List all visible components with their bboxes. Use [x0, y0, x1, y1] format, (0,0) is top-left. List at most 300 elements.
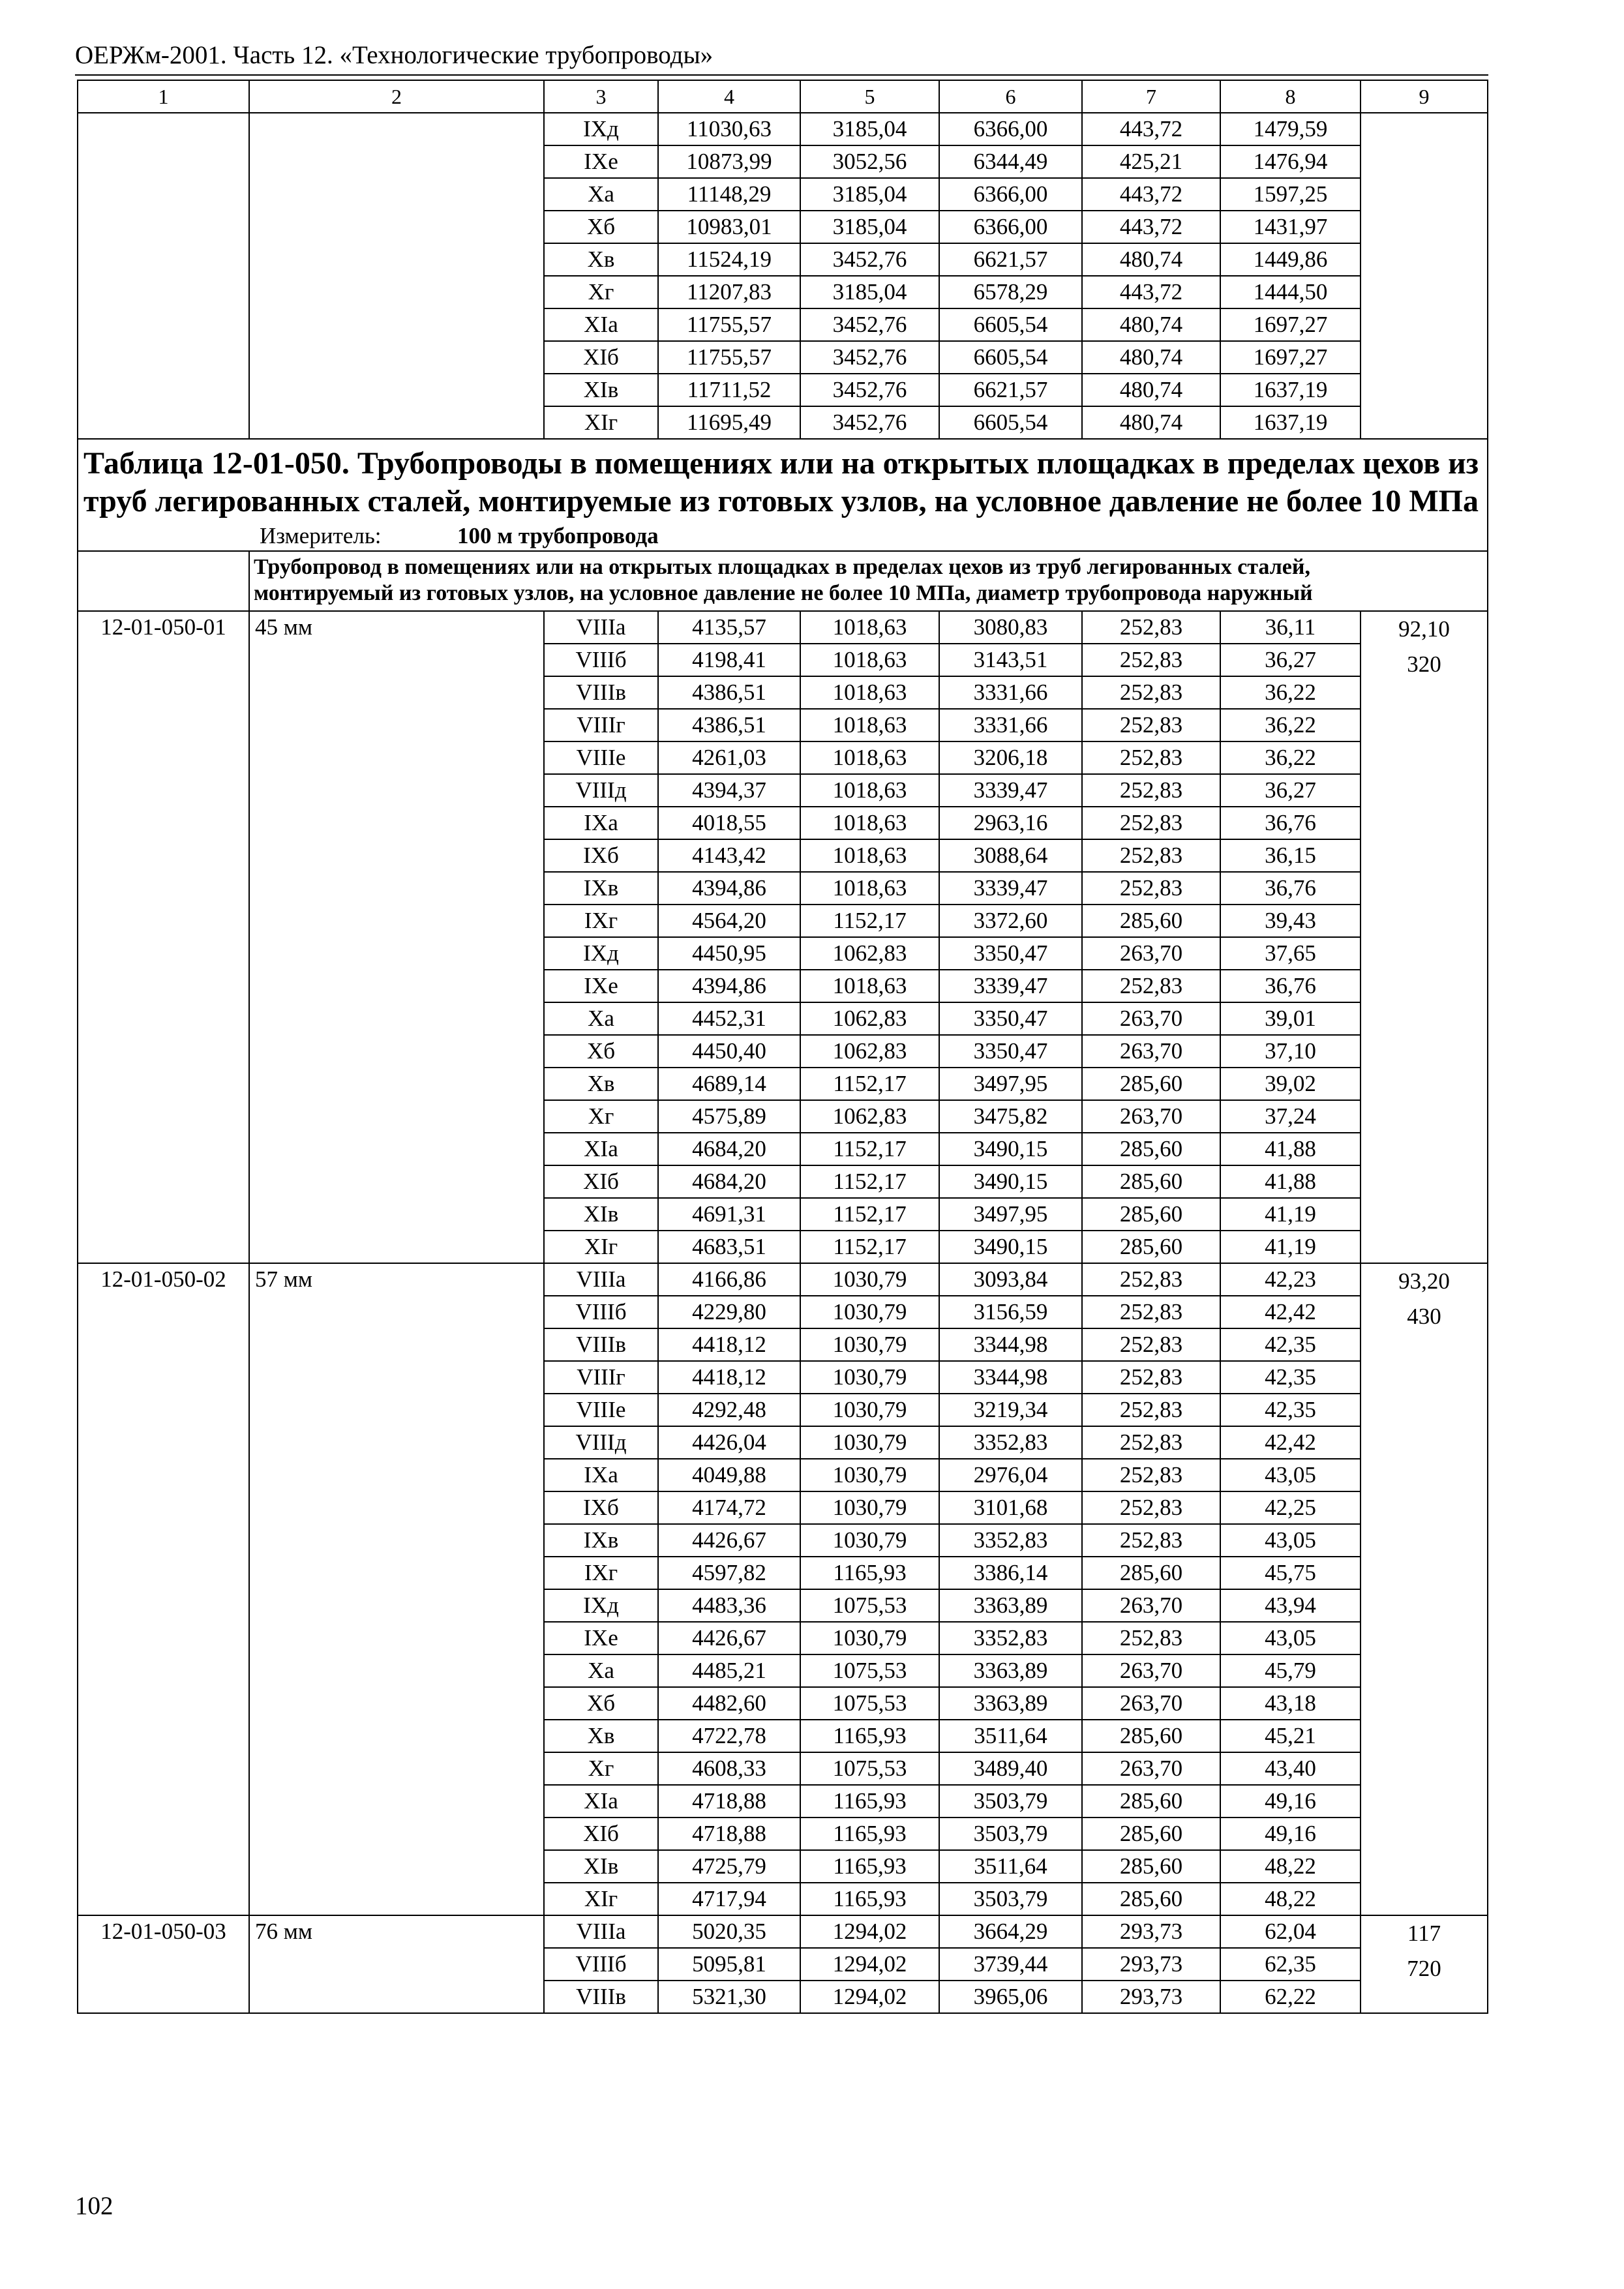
machines-cell: 6366,00	[939, 211, 1082, 243]
materials-cell: 42,35	[1220, 1361, 1361, 1394]
resource-class-cell: Xб	[544, 1035, 658, 1068]
wages-cell: 1062,83	[800, 1002, 939, 1035]
total-cost-cell: 11524,19	[658, 243, 800, 276]
description-cell	[249, 551, 1488, 611]
machines-cell: 6366,00	[939, 113, 1082, 145]
machinist-wages-cell: 252,83	[1082, 1491, 1220, 1524]
wages-cell: 3185,04	[800, 211, 939, 243]
total-cost-cell: 4426,04	[658, 1426, 800, 1459]
total-cost-cell: 4292,48	[658, 1394, 800, 1426]
materials-cell: 36,22	[1220, 709, 1361, 741]
total-cost-cell: 4608,33	[658, 1752, 800, 1785]
resource-class-cell: VIIIе	[544, 1394, 658, 1426]
machines-cell: 3511,64	[939, 1720, 1082, 1752]
column-number-4: 4	[658, 80, 800, 113]
total-cost-cell: 4717,94	[658, 1883, 800, 1915]
wages-cell: 1030,79	[800, 1622, 939, 1654]
machinist-wages-cell: 252,83	[1082, 970, 1220, 1002]
resource-class-cell: IXв	[544, 872, 658, 905]
header-rule	[75, 74, 1488, 76]
machinist-wages-cell: 285,60	[1082, 1231, 1220, 1263]
machinist-wages-cell: 252,83	[1082, 807, 1220, 839]
materials-cell: 42,25	[1220, 1491, 1361, 1524]
machines-cell: 3219,34	[939, 1394, 1082, 1426]
wages-cell: 1152,17	[800, 1165, 939, 1198]
resource-class-cell: Xв	[544, 1068, 658, 1100]
machinist-wages-cell: 252,83	[1082, 709, 1220, 741]
total-cost-cell: 4450,40	[658, 1035, 800, 1068]
total-cost-cell: 4597,82	[658, 1557, 800, 1589]
resource-class-cell: IXе	[544, 1622, 658, 1654]
resource-class-cell: Xг	[544, 1100, 658, 1133]
resource-class-cell: XIв	[544, 374, 658, 406]
mass-value: 720	[1407, 1956, 1441, 1981]
wages-cell: 1018,63	[800, 676, 939, 709]
wages-cell: 1030,79	[800, 1491, 939, 1524]
materials-cell: 43,05	[1220, 1524, 1361, 1557]
total-cost-cell: 5020,35	[658, 1915, 800, 1948]
resource-class-cell: XIг	[544, 406, 658, 439]
materials-cell: 36,22	[1220, 741, 1361, 774]
materials-cell: 37,24	[1220, 1100, 1361, 1133]
table-row	[78, 611, 1488, 644]
materials-cell: 36,11	[1220, 611, 1361, 644]
machinist-wages-cell: 252,83	[1082, 1622, 1220, 1654]
resource-class-cell: VIIIа	[544, 1263, 658, 1296]
machines-cell: 3363,89	[939, 1654, 1082, 1687]
machinist-wages-cell: 425,21	[1082, 145, 1220, 178]
machinist-wages-cell: 293,73	[1082, 1915, 1220, 1948]
machinist-wages-cell: 252,83	[1082, 1524, 1220, 1557]
machines-cell: 3339,47	[939, 970, 1082, 1002]
total-cost-cell: 4691,31	[658, 1198, 800, 1231]
total-cost-cell: 4426,67	[658, 1622, 800, 1654]
column-number-6: 6	[939, 80, 1082, 113]
materials-cell: 1697,27	[1220, 341, 1361, 374]
description-row	[78, 551, 1488, 611]
machinist-wages-cell: 480,74	[1082, 406, 1220, 439]
norm-cell	[1361, 1263, 1488, 1915]
total-cost-cell: 11030,63	[658, 113, 800, 145]
machinist-wages-cell: 252,83	[1082, 1296, 1220, 1328]
machinist-wages-cell: 252,83	[1082, 872, 1220, 905]
machines-cell: 3386,14	[939, 1557, 1082, 1589]
labor-value: 117	[1407, 1921, 1441, 1946]
machinist-wages-cell: 263,70	[1082, 1100, 1220, 1133]
wages-cell: 1030,79	[800, 1296, 939, 1328]
materials-cell: 42,42	[1220, 1296, 1361, 1328]
continued-code-cell	[78, 113, 249, 439]
machines-cell: 3156,59	[939, 1296, 1082, 1328]
machinist-wages-cell: 263,70	[1082, 1752, 1220, 1785]
total-cost-cell: 4018,55	[658, 807, 800, 839]
rate-code-cell: 12-01-050-02	[78, 1263, 249, 1915]
total-cost-cell: 4143,42	[658, 839, 800, 872]
wages-cell: 1165,93	[800, 1557, 939, 1589]
resource-class-cell: XIб	[544, 341, 658, 374]
total-cost-cell: 4394,37	[658, 774, 800, 807]
pipe-diameter-cell: 57 мм	[249, 1263, 544, 1915]
description-line: монтируемый из готовых узлов, на условное давление не более 10 МПа, диаметр трубопровода наружный	[254, 581, 1313, 605]
materials-cell: 36,22	[1220, 676, 1361, 709]
resource-class-cell: Xв	[544, 243, 658, 276]
materials-cell: 1431,97	[1220, 211, 1361, 243]
wages-cell: 1018,63	[800, 644, 939, 676]
column-number-row	[78, 80, 1488, 113]
total-cost-cell: 4229,80	[658, 1296, 800, 1328]
column-number-8: 8	[1220, 80, 1361, 113]
total-cost-cell: 4198,41	[658, 644, 800, 676]
total-cost-cell: 4718,88	[658, 1785, 800, 1818]
norm-cell	[1361, 611, 1488, 1263]
materials-cell: 62,22	[1220, 1981, 1361, 2013]
total-cost-cell: 4684,20	[658, 1165, 800, 1198]
wages-cell: 1075,53	[800, 1752, 939, 1785]
machinist-wages-cell: 443,72	[1082, 178, 1220, 211]
column-number-1: 1	[78, 80, 249, 113]
total-cost-cell: 4452,31	[658, 1002, 800, 1035]
description-spacer	[78, 551, 249, 611]
wages-cell: 1030,79	[800, 1459, 939, 1491]
total-cost-cell: 5321,30	[658, 1981, 800, 2013]
machinist-wages-cell: 480,74	[1082, 243, 1220, 276]
pipe-diameter-cell: 76 мм	[249, 1915, 544, 2013]
resource-class-cell: Xа	[544, 1002, 658, 1035]
rate-code-cell: 12-01-050-03	[78, 1915, 249, 2013]
machines-cell: 3352,83	[939, 1524, 1082, 1557]
pipe-diameter-cell: 45 мм	[249, 611, 544, 1263]
machinist-wages-cell: 263,70	[1082, 1654, 1220, 1687]
wages-cell: 1152,17	[800, 905, 939, 937]
wages-cell: 1030,79	[800, 1263, 939, 1296]
machines-cell: 6578,29	[939, 276, 1082, 308]
resource-class-cell: XIг	[544, 1231, 658, 1263]
materials-cell: 1697,27	[1220, 308, 1361, 341]
wages-cell: 1018,63	[800, 741, 939, 774]
total-cost-cell: 11755,57	[658, 308, 800, 341]
resource-class-cell: IXг	[544, 905, 658, 937]
wages-cell: 1294,02	[800, 1915, 939, 1948]
resource-class-cell: Xб	[544, 1687, 658, 1720]
materials-cell: 49,16	[1220, 1785, 1361, 1818]
machines-cell: 3503,79	[939, 1883, 1082, 1915]
total-cost-cell: 10873,99	[658, 145, 800, 178]
resource-class-cell: XIб	[544, 1165, 658, 1198]
wages-cell: 3185,04	[800, 113, 939, 145]
machines-cell: 3475,82	[939, 1100, 1082, 1133]
machinist-wages-cell: 285,60	[1082, 1557, 1220, 1589]
machines-cell: 6605,54	[939, 308, 1082, 341]
machines-cell: 3965,06	[939, 1981, 1082, 2013]
machinist-wages-cell: 480,74	[1082, 308, 1220, 341]
machinist-wages-cell: 252,83	[1082, 741, 1220, 774]
machines-cell: 3363,89	[939, 1589, 1082, 1622]
materials-cell: 48,22	[1220, 1850, 1361, 1883]
materials-cell: 36,76	[1220, 872, 1361, 905]
resource-class-cell: Xб	[544, 211, 658, 243]
wages-cell: 1062,83	[800, 1100, 939, 1133]
resource-class-cell: XIв	[544, 1198, 658, 1231]
total-cost-cell: 4683,51	[658, 1231, 800, 1263]
total-cost-cell: 5095,81	[658, 1948, 800, 1981]
table-row	[78, 113, 1488, 145]
total-cost-cell: 4418,12	[658, 1328, 800, 1361]
wages-cell: 1018,63	[800, 872, 939, 905]
machines-cell: 3350,47	[939, 1035, 1082, 1068]
wages-cell: 1152,17	[800, 1198, 939, 1231]
resource-class-cell: Xа	[544, 1654, 658, 1687]
machines-cell: 3363,89	[939, 1687, 1082, 1720]
machinist-wages-cell: 443,72	[1082, 211, 1220, 243]
total-cost-cell: 11695,49	[658, 406, 800, 439]
materials-cell: 1637,19	[1220, 374, 1361, 406]
machines-cell: 3331,66	[939, 676, 1082, 709]
machines-cell: 3339,47	[939, 774, 1082, 807]
total-cost-cell: 4426,67	[658, 1524, 800, 1557]
wages-cell: 1152,17	[800, 1231, 939, 1263]
machines-cell: 3080,83	[939, 611, 1082, 644]
materials-cell: 39,01	[1220, 1002, 1361, 1035]
total-cost-cell: 4684,20	[658, 1133, 800, 1165]
labor-value: 92,10	[1398, 616, 1450, 642]
machines-cell: 3352,83	[939, 1426, 1082, 1459]
machines-cell: 3739,44	[939, 1948, 1082, 1981]
machinist-wages-cell: 263,70	[1082, 1035, 1220, 1068]
total-cost-cell: 4564,20	[658, 905, 800, 937]
machines-cell: 6366,00	[939, 178, 1082, 211]
wages-cell: 3185,04	[800, 178, 939, 211]
materials-cell: 37,65	[1220, 937, 1361, 970]
total-cost-cell: 4049,88	[658, 1459, 800, 1491]
machines-cell: 3490,15	[939, 1165, 1082, 1198]
machines-cell: 2976,04	[939, 1459, 1082, 1491]
materials-cell: 42,23	[1220, 1263, 1361, 1296]
column-number-9: 9	[1361, 80, 1488, 113]
wages-cell: 1018,63	[800, 839, 939, 872]
page-number: 102	[75, 2192, 113, 2220]
machines-cell: 3664,29	[939, 1915, 1082, 1948]
total-cost-cell: 4418,12	[658, 1361, 800, 1394]
materials-cell: 43,40	[1220, 1752, 1361, 1785]
total-cost-cell: 11207,83	[658, 276, 800, 308]
resource-class-cell: IXд	[544, 1589, 658, 1622]
wages-cell: 1030,79	[800, 1524, 939, 1557]
machinist-wages-cell: 252,83	[1082, 1459, 1220, 1491]
machines-cell: 3088,64	[939, 839, 1082, 872]
table-title: Таблица 12-01-050. Трубопроводы в помещениях или на открытых площадках в пределах цехов из труб легированных сталей, монтируемые из готовых узлов, на условное давление не более 10 МПа	[83, 446, 1479, 518]
wages-cell: 1030,79	[800, 1328, 939, 1361]
wages-cell: 1030,79	[800, 1394, 939, 1426]
wages-cell: 1018,63	[800, 774, 939, 807]
wages-cell: 1075,53	[800, 1589, 939, 1622]
mass-value: 320	[1407, 651, 1441, 677]
wages-cell: 1075,53	[800, 1654, 939, 1687]
total-cost-cell: 4450,95	[658, 937, 800, 970]
wages-cell: 3452,76	[800, 308, 939, 341]
resource-class-cell: Xа	[544, 178, 658, 211]
resource-class-cell: VIIIе	[544, 741, 658, 774]
column-number-5: 5	[800, 80, 939, 113]
wages-cell: 1018,63	[800, 611, 939, 644]
machines-cell: 6344,49	[939, 145, 1082, 178]
total-cost-cell: 11755,57	[658, 341, 800, 374]
machinist-wages-cell: 263,70	[1082, 1589, 1220, 1622]
materials-cell: 41,19	[1220, 1231, 1361, 1263]
column-number-7: 7	[1082, 80, 1220, 113]
total-cost-cell: 4135,57	[658, 611, 800, 644]
wages-cell: 3052,56	[800, 145, 939, 178]
page-header: ОЕРЖм-2001. Часть 12. «Технологические трубопроводы»	[75, 41, 714, 69]
machinist-wages-cell: 252,83	[1082, 839, 1220, 872]
wages-cell: 1030,79	[800, 1361, 939, 1394]
machinist-wages-cell: 285,60	[1082, 1818, 1220, 1850]
wages-cell: 3452,76	[800, 406, 939, 439]
machinist-wages-cell: 293,73	[1082, 1981, 1220, 2013]
machinist-wages-cell: 443,72	[1082, 113, 1220, 145]
machines-cell: 6621,57	[939, 243, 1082, 276]
wages-cell: 1018,63	[800, 709, 939, 741]
resource-class-cell: IXд	[544, 113, 658, 145]
resource-class-cell: Xг	[544, 1752, 658, 1785]
table-title-cell	[78, 439, 1488, 551]
resource-class-cell: IXг	[544, 1557, 658, 1589]
continued-norm-cell	[1361, 113, 1488, 439]
machinist-wages-cell: 285,60	[1082, 1198, 1220, 1231]
resource-class-cell: XIб	[544, 1818, 658, 1850]
machinist-wages-cell: 443,72	[1082, 276, 1220, 308]
wages-cell: 3185,04	[800, 276, 939, 308]
total-cost-cell: 4575,89	[658, 1100, 800, 1133]
resource-class-cell: VIIIг	[544, 1361, 658, 1394]
resource-class-cell: IXб	[544, 1491, 658, 1524]
wages-cell: 3452,76	[800, 341, 939, 374]
machines-cell: 3331,66	[939, 709, 1082, 741]
machinist-wages-cell: 263,70	[1082, 937, 1220, 970]
rate-code-cell: 12-01-050-01	[78, 611, 249, 1263]
wages-cell: 3452,76	[800, 374, 939, 406]
resource-class-cell: VIIIв	[544, 1981, 658, 2013]
machines-cell: 3497,95	[939, 1068, 1082, 1100]
wages-cell: 1165,93	[800, 1785, 939, 1818]
machinist-wages-cell: 285,60	[1082, 1720, 1220, 1752]
wages-cell: 1152,17	[800, 1133, 939, 1165]
machines-cell: 3352,83	[939, 1622, 1082, 1654]
machinist-wages-cell: 252,83	[1082, 1328, 1220, 1361]
total-cost-cell: 4718,88	[658, 1818, 800, 1850]
resource-class-cell: IXб	[544, 839, 658, 872]
materials-cell: 1476,94	[1220, 145, 1361, 178]
materials-cell: 39,02	[1220, 1068, 1361, 1100]
materials-cell: 41,19	[1220, 1198, 1361, 1231]
materials-cell: 1479,59	[1220, 113, 1361, 145]
machines-cell: 3101,68	[939, 1491, 1082, 1524]
machines-cell: 3490,15	[939, 1133, 1082, 1165]
machinist-wages-cell: 252,83	[1082, 774, 1220, 807]
machinist-wages-cell: 285,60	[1082, 1133, 1220, 1165]
machines-cell: 3350,47	[939, 937, 1082, 970]
total-cost-cell: 4166,86	[658, 1263, 800, 1296]
machinist-wages-cell: 285,60	[1082, 1883, 1220, 1915]
machinist-wages-cell: 252,83	[1082, 611, 1220, 644]
machinist-wages-cell: 252,83	[1082, 676, 1220, 709]
column-number-2: 2	[249, 80, 544, 113]
machinist-wages-cell: 480,74	[1082, 341, 1220, 374]
mass-value: 430	[1407, 1304, 1441, 1329]
wages-cell: 1152,17	[800, 1068, 939, 1100]
machines-cell: 6621,57	[939, 374, 1082, 406]
resource-class-cell: VIIIб	[544, 1948, 658, 1981]
total-cost-cell: 4722,78	[658, 1720, 800, 1752]
resource-class-cell: VIIIб	[544, 1296, 658, 1328]
rates-table	[77, 80, 1488, 2014]
total-cost-cell: 4394,86	[658, 970, 800, 1002]
total-cost-cell: 4261,03	[658, 741, 800, 774]
materials-cell: 1637,19	[1220, 406, 1361, 439]
resource-class-cell: VIIIв	[544, 1328, 658, 1361]
machines-cell: 3511,64	[939, 1850, 1082, 1883]
machinist-wages-cell: 263,70	[1082, 1687, 1220, 1720]
total-cost-cell: 11148,29	[658, 178, 800, 211]
resource-class-cell: VIIIг	[544, 709, 658, 741]
machines-cell: 3350,47	[939, 1002, 1082, 1035]
resource-class-cell: VIIIа	[544, 1915, 658, 1948]
materials-cell: 41,88	[1220, 1165, 1361, 1198]
resource-class-cell: XIа	[544, 308, 658, 341]
total-cost-cell: 11711,52	[658, 374, 800, 406]
machines-cell: 3490,15	[939, 1231, 1082, 1263]
materials-cell: 1597,25	[1220, 178, 1361, 211]
total-cost-cell: 4174,72	[658, 1491, 800, 1524]
labor-value: 93,20	[1398, 1268, 1450, 1294]
resource-class-cell: Xв	[544, 1720, 658, 1752]
norm-cell	[1361, 1915, 1488, 2013]
wages-cell: 1062,83	[800, 1035, 939, 1068]
measure-line	[83, 522, 1482, 550]
description-line: Трубопровод в помещениях или на открытых площадках в пределах цехов из труб легированных сталей,	[254, 555, 1310, 579]
resource-class-cell: IXа	[544, 1459, 658, 1491]
machines-cell: 3497,95	[939, 1198, 1082, 1231]
table-row	[78, 1263, 1488, 1296]
materials-cell: 45,79	[1220, 1654, 1361, 1687]
resource-class-cell: VIIIб	[544, 644, 658, 676]
resource-class-cell: VIIIв	[544, 676, 658, 709]
machines-cell: 3339,47	[939, 872, 1082, 905]
table-title-row	[78, 439, 1488, 551]
machinist-wages-cell: 285,60	[1082, 1068, 1220, 1100]
materials-cell: 42,35	[1220, 1328, 1361, 1361]
total-cost-cell: 10983,01	[658, 211, 800, 243]
machinist-wages-cell: 252,83	[1082, 1361, 1220, 1394]
wages-cell: 1018,63	[800, 970, 939, 1002]
machines-cell: 3372,60	[939, 905, 1082, 937]
wages-cell: 1062,83	[800, 937, 939, 970]
machines-cell: 3503,79	[939, 1785, 1082, 1818]
resource-class-cell: IXе	[544, 970, 658, 1002]
materials-cell: 1444,50	[1220, 276, 1361, 308]
machines-cell: 6605,54	[939, 406, 1082, 439]
machines-cell: 3503,79	[939, 1818, 1082, 1850]
resource-class-cell: XIа	[544, 1133, 658, 1165]
materials-cell: 45,21	[1220, 1720, 1361, 1752]
resource-class-cell: VIIIд	[544, 1426, 658, 1459]
resource-class-cell: IXа	[544, 807, 658, 839]
total-cost-cell: 4483,36	[658, 1589, 800, 1622]
machines-cell: 3143,51	[939, 644, 1082, 676]
total-cost-cell: 4482,60	[658, 1687, 800, 1720]
machinist-wages-cell: 480,74	[1082, 374, 1220, 406]
materials-cell: 43,94	[1220, 1589, 1361, 1622]
wages-cell: 1018,63	[800, 807, 939, 839]
